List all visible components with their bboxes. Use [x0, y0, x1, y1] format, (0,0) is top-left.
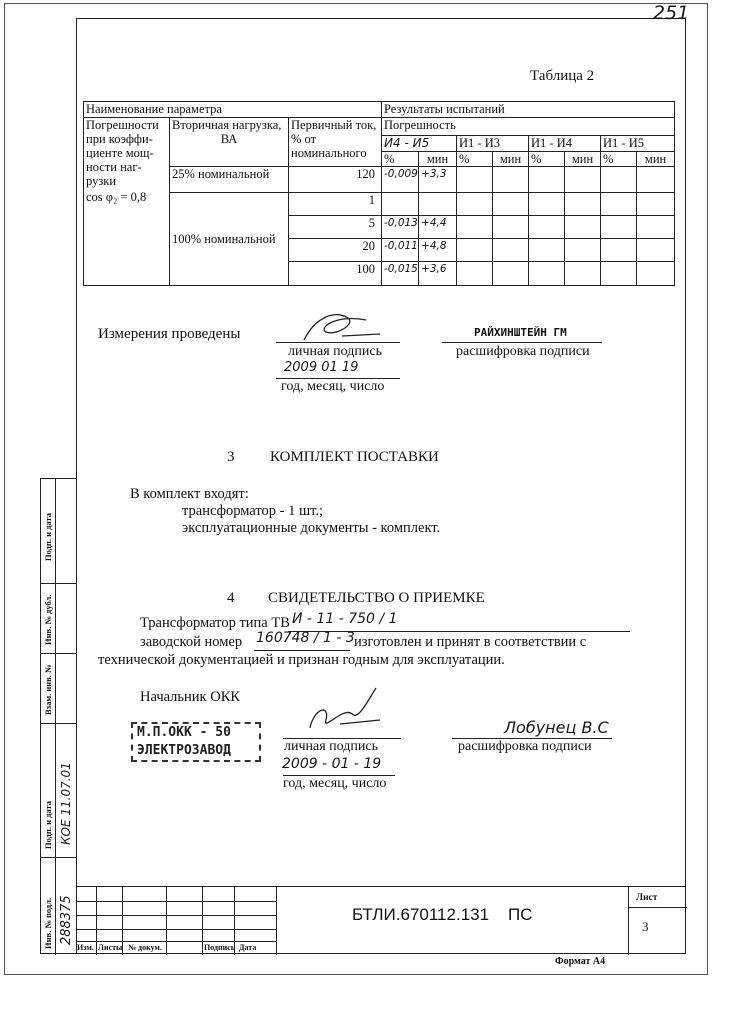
- transformer-type-value: И - 11 - 750 / 1: [292, 611, 398, 627]
- sidebar-sign-date-2: Подп. и дата: [43, 801, 53, 849]
- load-100: 100% номинальной: [170, 193, 289, 286]
- header-secondary-load: [170, 118, 289, 167]
- section4-number: 4: [227, 590, 235, 606]
- acceptance-text-1: изготовлен и принят в соответствии с: [354, 634, 587, 650]
- signature-caption: личная подпись: [288, 344, 382, 359]
- pct-value: -0,015: [382, 262, 419, 286]
- sheet-number: 3: [642, 919, 649, 934]
- tb-col-izm: Изм.: [77, 943, 94, 952]
- section3-number: 3: [227, 449, 235, 465]
- current-cell: 20: [289, 239, 382, 262]
- signature-line: [276, 342, 400, 343]
- margin-sidebar: [40, 478, 76, 954]
- acceptance-text-2: технической документацией и признан годным для эксплуатации.: [98, 652, 505, 668]
- title-block: [76, 886, 686, 955]
- header-parameter-name: Наименование параметра: [84, 102, 382, 118]
- min-value: [419, 193, 457, 216]
- stamp-line-2: ЭЛЕКТРОЗАВОД: [137, 743, 231, 758]
- group-header: И4 - И5: [382, 136, 457, 152]
- sidebar-dup-inv: Инв. № дубл.: [43, 594, 53, 645]
- sidebar-orig-inv: Инв. № подл.: [43, 897, 53, 949]
- unit-pct: %: [601, 152, 637, 167]
- tb-col-sign: Подпись: [204, 943, 236, 952]
- header-error: Погрешность: [382, 118, 675, 136]
- sidebar-sign-date-1: Подп. и дата: [43, 513, 53, 561]
- min-value: +4,4: [419, 216, 457, 239]
- sidebar-orig-inv-hw: 288375: [59, 895, 74, 945]
- header-va: ВА: [220, 132, 238, 146]
- min-value: +3,6: [419, 262, 457, 286]
- unit-min: мин: [419, 152, 457, 167]
- signature-okk: [300, 684, 390, 738]
- group-header: И1 - И3: [457, 136, 529, 152]
- tb-col-listy: Листы: [98, 943, 123, 952]
- header-results: Результаты испытаний: [382, 102, 675, 118]
- handwritten-page-number: 251: [653, 2, 690, 24]
- current-cell: 1: [289, 193, 382, 216]
- transformer-type-label: Трансформатор типа ТВ: [140, 615, 290, 631]
- pct-value: [382, 193, 419, 216]
- tb-col-doc: № докум.: [128, 943, 162, 952]
- unit-pct: %: [529, 152, 565, 167]
- min-value: +3,3: [419, 167, 457, 193]
- okk-head-label: Начальник ОКК: [140, 689, 241, 705]
- measurements-label: Измерения проведены: [98, 326, 241, 342]
- unit-pct: %: [382, 152, 419, 167]
- okk-stamp: [131, 722, 261, 762]
- unit-min: мин: [565, 152, 601, 167]
- pct-value: -0,009: [382, 167, 419, 193]
- unit-min: мин: [637, 152, 675, 167]
- header-secondary-text: Вторичная нагрузка,: [172, 118, 282, 132]
- section3-intro: В комплект входят:: [130, 486, 249, 502]
- parameters-table: [83, 101, 675, 286]
- serial-value: 160748 / 1 - 3: [256, 630, 355, 646]
- header-cos: cos φ₂ = 0,8: [86, 190, 147, 204]
- stamp-line-1: М.П.ОКК - 50: [137, 725, 231, 740]
- header-error-column: [84, 118, 170, 286]
- okk-date: 2009 - 01 - 19: [282, 756, 382, 772]
- okk-signature-caption: личная подпись: [284, 739, 378, 754]
- load-25: 25% номинальной: [170, 167, 289, 193]
- signature-measurement: [296, 306, 386, 346]
- pct-value: -0,013: [382, 216, 419, 239]
- group-header: И1 - И5: [601, 136, 675, 152]
- pct-value: -0,011: [382, 239, 419, 262]
- section3-item2: эксплуатационные документы - комплект.: [182, 520, 441, 536]
- format-label: Формат А4: [555, 956, 606, 967]
- sidebar-inv-swap: Взам. инв. №: [43, 664, 53, 715]
- date-caption: год, месяц, число: [281, 379, 385, 394]
- okk-date-caption: год, месяц, число: [283, 776, 387, 791]
- sidebar-sign-date-2-hw: КОЕ 11.07.01: [59, 762, 73, 845]
- sheet-label: Лист: [636, 893, 658, 903]
- min-value: +4,8: [419, 239, 457, 262]
- section3-item1: трансформатор - 1 шт.;: [182, 503, 324, 519]
- current-cell: 120: [289, 167, 382, 193]
- doc-code: БТЛИ.670112.131 ПС: [352, 905, 533, 924]
- header-primary-current: Первичный ток, % от номинального: [289, 118, 382, 167]
- okk-decode-caption: расшифровка подписи: [458, 739, 592, 754]
- name-stamp: РАЙХИНШТЕЙН ГМ: [474, 326, 567, 339]
- serial-line: [254, 650, 350, 651]
- decode-caption: расшифровка подписи: [456, 344, 590, 359]
- serial-label: заводской номер: [140, 634, 243, 650]
- okk-name: Лобунец В.С: [504, 718, 609, 737]
- current-cell: 100: [289, 262, 382, 286]
- table-caption: Таблица 2: [530, 68, 595, 84]
- section3-title: КОМПЛЕКТ ПОСТАВКИ: [270, 449, 439, 465]
- unit-pct: %: [457, 152, 493, 167]
- current-cell: 5: [289, 216, 382, 239]
- measurement-date: 2009 01 19: [284, 360, 359, 375]
- unit-min: мин: [493, 152, 529, 167]
- tb-col-date: Дата: [239, 943, 257, 952]
- header-error-text: Погрешности при коэффи- циенте мощ- ности наг- рузки: [86, 118, 159, 188]
- decode-line: [442, 342, 602, 343]
- group-header: И1 - И4: [529, 136, 601, 152]
- section4-title: СВИДЕТЕЛЬСТВО О ПРИЕМКЕ: [268, 590, 485, 606]
